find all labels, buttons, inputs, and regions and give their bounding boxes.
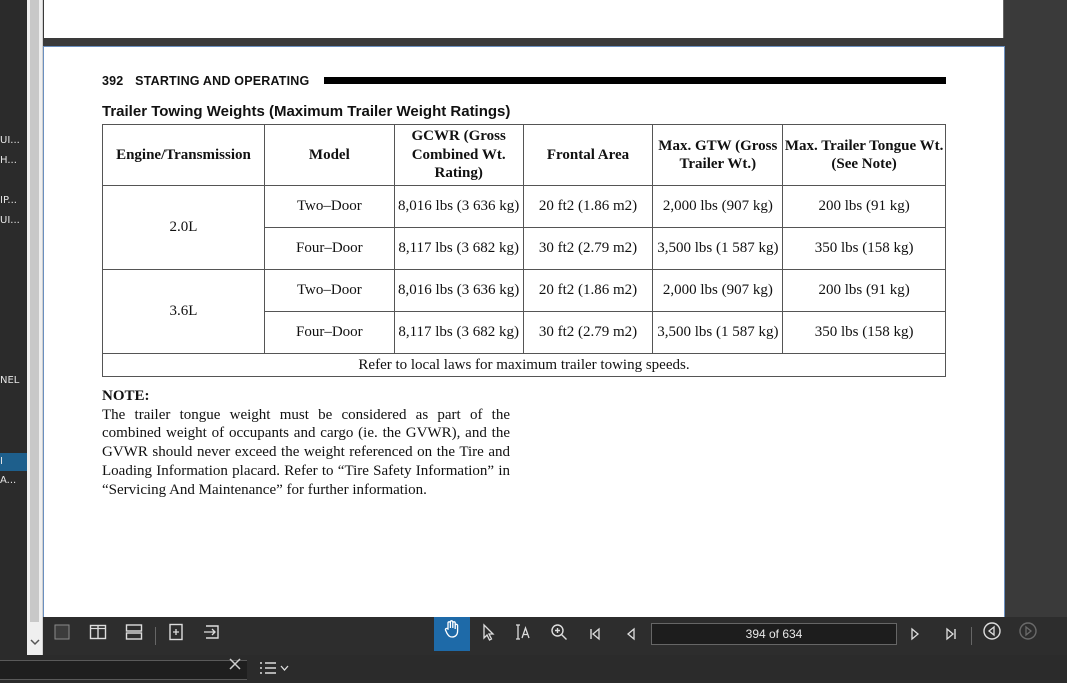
gtw-cell: 3,500 lbs (1 587 kg) — [653, 228, 783, 270]
tongue-weight-cell: 350 lbs (158 kg) — [783, 312, 946, 354]
bookmark-item[interactable]: UI... — [0, 215, 20, 226]
table-title: Trailer Towing Weights (Maximum Trailer Weight Ratings) — [102, 103, 511, 120]
sidebar-scrollbar[interactable] — [27, 0, 43, 655]
search-input[interactable] — [0, 660, 247, 680]
select-arrow-icon[interactable] — [473, 621, 503, 651]
chevron-down-icon[interactable] — [30, 638, 40, 649]
header-rule — [324, 77, 946, 84]
table-footer-note: Refer to local laws for maximum trailer towing speeds. — [103, 354, 946, 377]
first-page-icon[interactable] — [580, 621, 610, 651]
bookmark-item-selected[interactable]: I — [0, 453, 27, 471]
next-page-icon[interactable] — [900, 621, 930, 651]
fit-width-icon[interactable] — [197, 621, 227, 651]
note-block — [102, 387, 510, 499]
model-cell: Four–Door — [264, 228, 394, 270]
gcwr-cell: 8,016 lbs (3 636 kg) — [394, 186, 523, 228]
toolbar-separator — [155, 627, 156, 645]
note-body: The trailer tongue weight must be considered as part of the combined weight of occupants and cargo (ie. the GVWR), and the GVWR should never exceed the weight referenced on the Tire and Loading Information placard. Refer to “Tire Safety Information” in “Servicing And Maintenance” for further information. — [102, 406, 510, 498]
engine-cell: 2.0L — [103, 186, 265, 270]
document-viewport[interactable] — [43, 0, 1067, 617]
note-title: NOTE: — [102, 388, 150, 404]
scrollbar-thumb[interactable] — [30, 0, 39, 622]
tongue-weight-cell: 350 lbs (158 kg) — [783, 228, 946, 270]
section-title: STARTING AND OPERATING — [135, 74, 310, 88]
tongue-weight-cell: 200 lbs (91 kg) — [783, 186, 946, 228]
page-number: 392 — [102, 74, 124, 88]
previous-page-icon[interactable] — [616, 621, 646, 651]
model-cell: Two–Door — [264, 270, 394, 312]
model-cell: Four–Door — [264, 312, 394, 354]
two-page-icon[interactable] — [83, 621, 113, 651]
column-header: Max. GTW (Gross Trailer Wt.) — [653, 125, 783, 186]
list-menu-icon[interactable] — [259, 661, 291, 678]
gtw-cell: 2,000 lbs (907 kg) — [653, 270, 783, 312]
bookmarks-sidebar — [0, 0, 27, 655]
frontal-area-cell: 20 ft2 (1.86 m2) — [523, 270, 653, 312]
bookmark-item[interactable]: UI... — [0, 135, 20, 146]
tongue-weight-cell: 200 lbs (91 kg) — [783, 270, 946, 312]
forward-icon[interactable] — [1013, 621, 1043, 651]
toolbar-separator — [971, 627, 972, 645]
gtw-cell: 2,000 lbs (907 kg) — [653, 186, 783, 228]
table-row — [103, 186, 946, 228]
gcwr-cell: 8,117 lbs (3 682 kg) — [394, 228, 523, 270]
last-page-icon[interactable] — [936, 621, 966, 651]
engine-cell: 3.6L — [103, 270, 265, 354]
frontal-area-cell: 30 ft2 (2.79 m2) — [523, 228, 653, 270]
frontal-area-cell: 20 ft2 (1.86 m2) — [523, 186, 653, 228]
column-header: GCWR (Gross Combined Wt. Rating) — [394, 125, 523, 186]
zoom-icon[interactable] — [544, 621, 574, 651]
model-cell: Two–Door — [264, 186, 394, 228]
bookmark-item[interactable]: IP... — [0, 195, 17, 206]
gcwr-cell: 8,117 lbs (3 682 kg) — [394, 312, 523, 354]
continuous-scroll-icon[interactable] — [119, 621, 149, 651]
hand-tool-icon[interactable] — [434, 617, 470, 651]
back-icon[interactable] — [977, 621, 1007, 651]
bottom-search-bar — [0, 655, 1067, 683]
close-icon[interactable] — [228, 657, 242, 676]
single-page-icon[interactable] — [47, 621, 77, 651]
column-header: Max. Trailer Tongue Wt. (See Note) — [783, 125, 946, 186]
page-number-input[interactable]: 394 of 634 — [651, 623, 897, 645]
document-page — [43, 46, 1005, 617]
column-header: Frontal Area — [523, 125, 653, 186]
gtw-cell: 3,500 lbs (1 587 kg) — [653, 312, 783, 354]
table-footer-row — [103, 354, 946, 377]
running-header — [102, 74, 309, 88]
text-select-icon[interactable] — [508, 621, 538, 651]
fit-page-icon[interactable] — [161, 621, 191, 651]
column-header: Model — [264, 125, 394, 186]
frontal-area-cell: 30 ft2 (2.79 m2) — [523, 312, 653, 354]
bookmark-item[interactable]: H... — [0, 155, 17, 166]
previous-page-sheet — [44, 0, 1004, 38]
bookmark-item[interactable]: A... — [0, 475, 17, 486]
bookmark-item[interactable]: NEL — [0, 375, 20, 386]
table-header-row — [103, 125, 946, 186]
column-header: Engine/Transmission — [103, 125, 265, 186]
table-row — [103, 270, 946, 312]
gcwr-cell: 8,016 lbs (3 636 kg) — [394, 270, 523, 312]
bottom-toolbar — [43, 617, 1067, 655]
viewport-gutter — [1005, 0, 1067, 617]
towing-weights-table — [102, 124, 946, 377]
